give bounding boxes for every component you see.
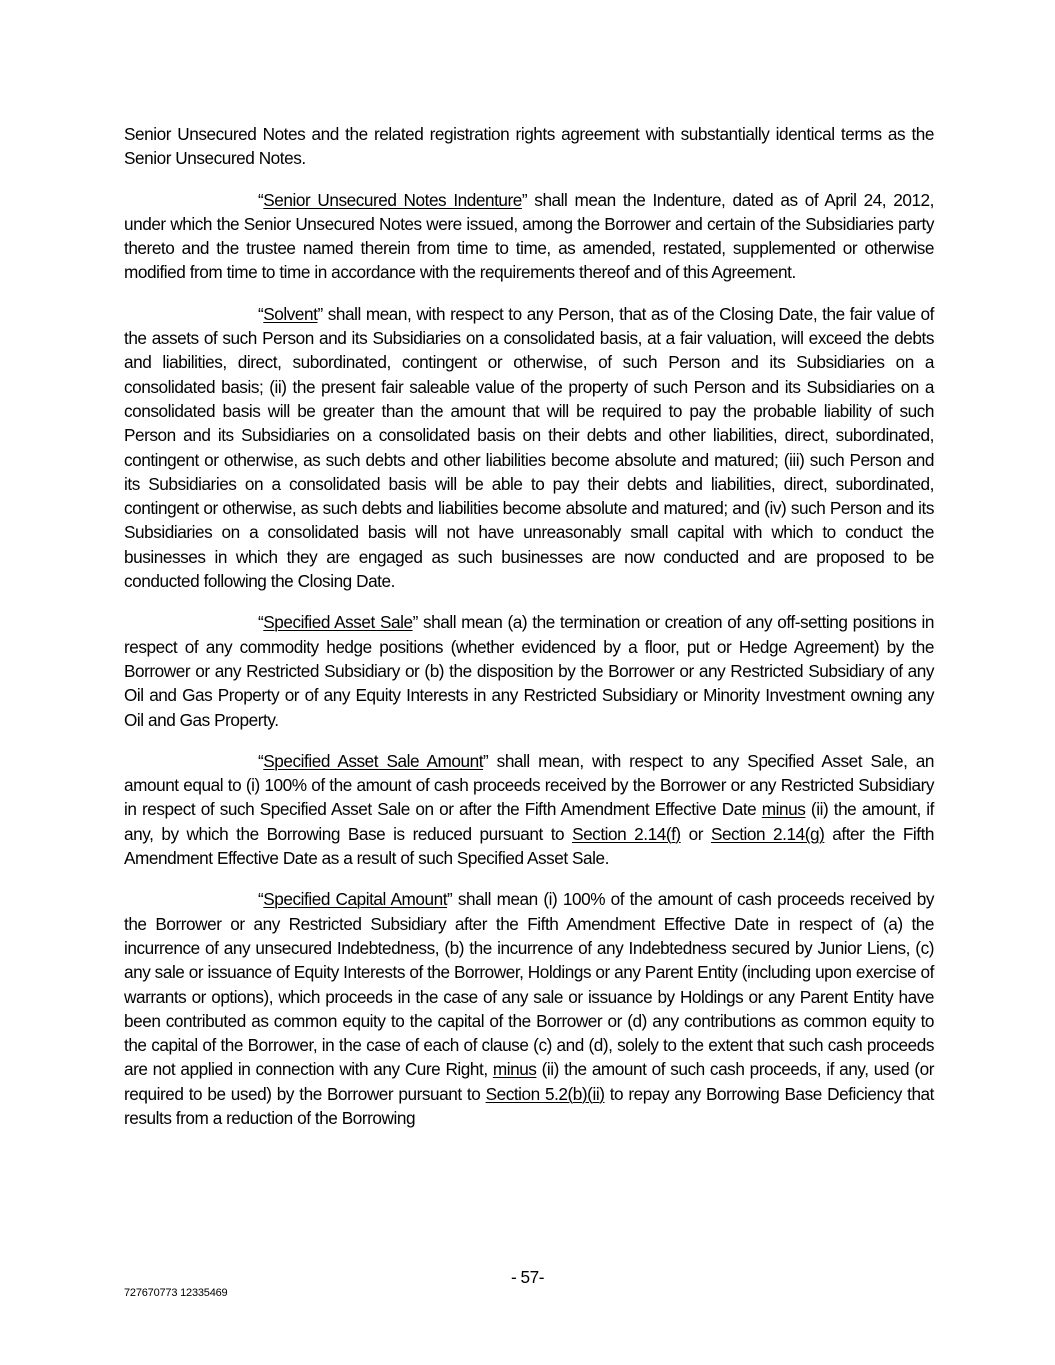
- minus-term: minus: [761, 799, 806, 820]
- paragraph-continuation: [124, 122, 934, 171]
- defined-term: Specified Capital Amount: [263, 889, 448, 910]
- defined-term: Specified Asset Sale: [263, 612, 413, 633]
- paragraph-text: Senior Unsecured Notes and the related registration rights agreement with substantially identical terms as the Senior Unsecured Notes.: [124, 124, 934, 169]
- section-reference: Section 2.14(f): [572, 823, 681, 844]
- definition-text: shall mean, with respect to any Person, that as of the Closing Date, the fair value of the assets of such Person and its Subsidiaries on a consolidated basis, at a fair valuation, will exceed the debts and liabilities, direct, subordinated, contingent or otherwise, of such Person and its Subsidiaries on a consolidated basis; (ii) the present fair saleable value of the property of such Person and its Subsidiaries on a consolidated basis will be greater than the amount that will be required to pay the probable liability of such Person and its Subsidiaries on a consolidated basis on their debts and other liabilities, direct, subordinated, contingent or otherwise, as such debts and other liabilities become absolute and matured; (iii) such Person and its Subsidiaries on a consolidated basis will be able to pay their debts and liabilities, direct, subordinated, contingent or otherwise, as such debts and liabilities become absolute and matured; and (iv) such Person and its Subsidiaries on a consolidated basis will not have unreasonably small capital with which to conduct the businesses in which they are engaged as such businesses are now conducted and are proposed to be conducted following the Closing Date.: [124, 303, 934, 592]
- minus-term: minus: [492, 1059, 537, 1080]
- section-reference: Section 5.2(b)(ii): [485, 1083, 605, 1104]
- definition-text: shall mean (i) 100% of the amount of cash proceeds received by the Borrower or any Restricted Subsidiary after the Fifth Amendment Effective Date in respect of (a) the incurrence of any unsecured Indebtedness, (b) the incurrence of any Indebtedness secured by Junior Liens, (c) any sale or issuance of Equity Interests of the Borrower, Holdings or any Parent Entity (including upon exercise of warrants or options), which proceeds in the case of any sale or issuance by Holdings or any Parent Entity have been contributed as common equity to the capital of the Borrower or (d) any contributions as common equity to the capital of the Borrower, in the case of each of clause (c) and (d), solely to the extent that such cash proceeds are not applied in connection with any Cure Right,: [124, 889, 934, 1080]
- close-quote: ”: [317, 303, 323, 324]
- section-reference: Section 2.14(g): [710, 823, 825, 844]
- close-quote: ”: [521, 189, 528, 210]
- defined-term: Specified Asset Sale Amount: [263, 750, 484, 771]
- document-id: 727670773 12335469: [124, 1287, 228, 1299]
- definition-text: to repay any Borrowing Base Deficiency that results from a reduction of the Borrowing: [124, 1083, 934, 1128]
- document-body: [124, 122, 934, 1147]
- close-quote: ”: [483, 750, 489, 771]
- definition-text: (ii) the amount of such cash proceeds, if any, used (or required to be used) by the Borrower pursuant to: [124, 1059, 935, 1104]
- definition-solvent: [124, 302, 934, 594]
- close-quote: ”: [412, 612, 418, 633]
- definition-text: after the Fifth Amendment Effective Date as a result of such Specified Asset Sale.: [124, 823, 934, 869]
- definition-text: shall mean the Indenture, dated as of April 24, 2012, under which the Senior Unsecured Notes were issued, among the Borrower and certain of the Subsidiaries party thereto and the trustee named therein from time to time, as amended, restated, supplemented or otherwise modified from time to time in accordance with the requirements thereof and of this Agreement.: [124, 189, 934, 283]
- definition-specified-asset-sale-amount: [124, 749, 934, 870]
- definition-text: or: [680, 823, 711, 844]
- definition-text: shall mean (a) the termination or creation of any off-setting positions in respect of any commodity hedge positions (whether evidenced by a floor, put or Hedge Agreement) by the Borrower or any Restricted Subsidiary or (b) the disposition by the Borrower or any Restricted Subsidiary of any Oil and Gas Property or of any Equity Interests in any Restricted Subsidiary or Minority Investment owning any Oil and Gas Property.: [124, 612, 934, 730]
- open-quote: “: [258, 889, 264, 910]
- open-quote: “: [258, 303, 264, 324]
- open-quote: “: [258, 189, 264, 210]
- open-quote: “: [258, 750, 264, 771]
- defined-term: Solvent: [263, 303, 318, 324]
- definition-specified-asset-sale: [124, 610, 934, 731]
- close-quote: ”: [447, 889, 453, 910]
- defined-term: Senior Unsecured Notes Indenture: [263, 189, 522, 210]
- open-quote: “: [258, 612, 264, 633]
- definition-text: shall mean, with respect to any Specified Asset Sale, an amount equal to (i) 100% of the amount of cash proceeds received by the Borrower or any Restricted Subsidiary in respect of such Specified Asset Sale on or after the Fifth Amendment Effective Date: [124, 750, 934, 820]
- page-number: - 57-: [510, 1267, 545, 1287]
- definition-text: (ii) the amount, if any, by which the Borrowing Base is reduced pursuant to: [124, 799, 934, 844]
- definition-senior-unsecured-notes-indenture: [124, 188, 934, 285]
- definition-specified-capital-amount: [124, 887, 934, 1130]
